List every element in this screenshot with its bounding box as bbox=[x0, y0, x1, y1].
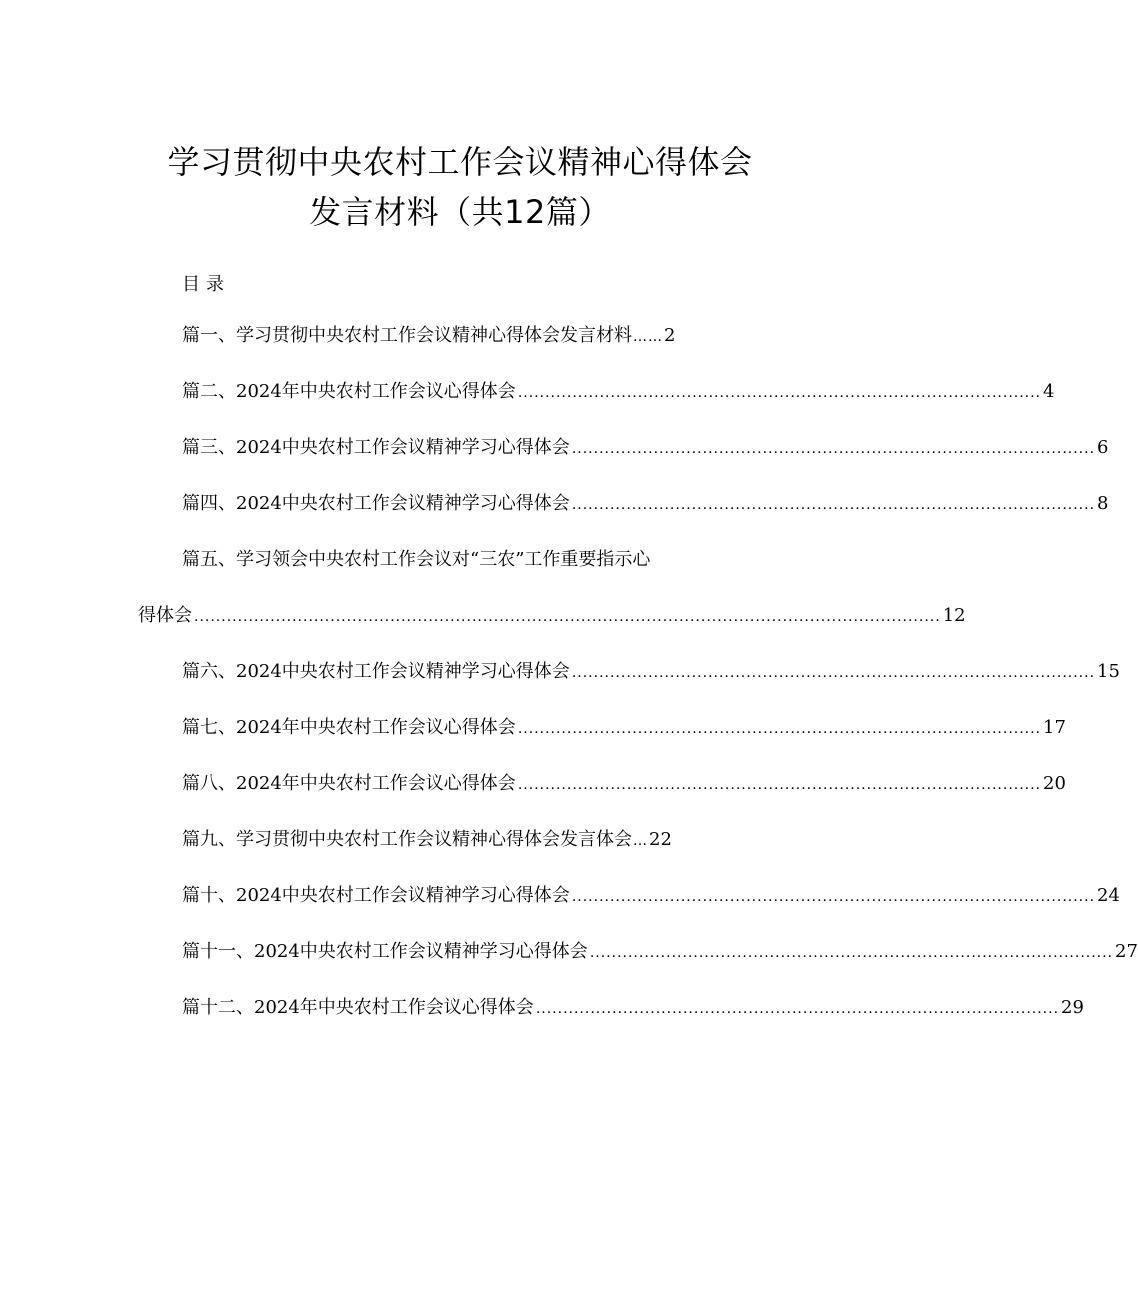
toc-leader: ................................................................................................ bbox=[571, 889, 1096, 905]
toc-page-number: 24 bbox=[1097, 885, 1120, 906]
toc-entry-6[interactable] bbox=[182, 660, 1120, 685]
toc-entry-label: 篇十一、2024中央农村工作会议精神学习心得体会 bbox=[182, 941, 588, 962]
toc-entry-10[interactable] bbox=[182, 884, 1120, 909]
toc-entry-label: 篇二、2024年中央农村工作会议心得体会 bbox=[182, 381, 516, 402]
toc-leader: ......................................................................................................................................... bbox=[194, 609, 941, 625]
toc-page-number: 15 bbox=[1097, 661, 1120, 682]
toc-page-number: 6 bbox=[1097, 437, 1109, 458]
toc-page-number: 8 bbox=[1097, 493, 1109, 514]
toc-entry-label: 篇三、2024中央农村工作会议精神学习心得体会 bbox=[182, 437, 570, 458]
toc-leader: ................................................................................................ bbox=[517, 777, 1042, 793]
toc-entry-label: 篇四、2024中央农村工作会议精神学习心得体会 bbox=[182, 493, 570, 514]
toc-page-number: 29 bbox=[1061, 997, 1084, 1018]
toc-entry-12[interactable] bbox=[182, 996, 1084, 1021]
toc-entry-3[interactable] bbox=[182, 436, 1109, 461]
toc-leader: ................................................................................................ bbox=[517, 721, 1042, 737]
toc-entry-label: 篇一、学习贯彻中央农村工作会议精神心得体会发言材料 bbox=[182, 325, 632, 346]
document-title-line2: 发言材料（共12篇） bbox=[309, 193, 611, 231]
toc-page-number: 27 bbox=[1115, 941, 1138, 962]
toc-entry-5-line2[interactable] bbox=[138, 604, 966, 629]
toc-page-number: 2 bbox=[664, 325, 676, 346]
toc-leader: ................................................................................................ bbox=[517, 385, 1042, 401]
toc-entry-label: 篇六、2024中央农村工作会议精神学习心得体会 bbox=[182, 661, 570, 682]
toc-page-number: 12 bbox=[942, 605, 966, 626]
toc-entry-label: 篇十二、2024年中央农村工作会议心得体会 bbox=[182, 997, 534, 1018]
toc-leader: ................................................................................................ bbox=[571, 497, 1096, 513]
toc-entry-5-line1[interactable]: 篇五、学习领会中央农村工作会议对“三农”工作重要指示心 bbox=[182, 549, 651, 570]
toc-heading: 目录 bbox=[182, 274, 230, 295]
toc-entry-4[interactable] bbox=[182, 492, 1109, 517]
toc-entry-1[interactable] bbox=[182, 324, 675, 349]
toc-leader: …… bbox=[633, 329, 663, 345]
toc-page-number: 22 bbox=[649, 829, 672, 850]
toc-entry-label: 篇八、2024年中央农村工作会议心得体会 bbox=[182, 773, 516, 794]
document-title-line1: 学习贯彻中央农村工作会议精神心得体会 bbox=[167, 143, 753, 181]
toc-leader: ................................................................................................ bbox=[589, 945, 1114, 961]
toc-entry-9[interactable] bbox=[182, 828, 672, 853]
toc-entry-11[interactable] bbox=[182, 940, 1138, 965]
toc-entry-label: 篇十、2024中央农村工作会议精神学习心得体会 bbox=[182, 885, 570, 906]
toc-leader: ................................................................................................ bbox=[535, 1001, 1060, 1017]
toc-entry-8[interactable] bbox=[182, 772, 1066, 797]
toc-entry-7[interactable] bbox=[182, 716, 1066, 741]
toc-leader: ................................................................................................ bbox=[571, 665, 1096, 681]
toc-page-number: 17 bbox=[1043, 717, 1066, 738]
toc-entry-label: 得体会 bbox=[138, 605, 192, 626]
toc-page-number: 4 bbox=[1043, 381, 1055, 402]
toc-page-number: 20 bbox=[1043, 773, 1066, 794]
toc-entry-2[interactable] bbox=[182, 380, 1055, 405]
toc-entry-label: 篇七、2024年中央农村工作会议心得体会 bbox=[182, 717, 516, 738]
toc-entry-label: 篇九、学习贯彻中央农村工作会议精神心得体会发言体会 bbox=[182, 829, 632, 850]
toc-leader: ................................................................................................ bbox=[571, 441, 1096, 457]
toc-leader: … bbox=[633, 833, 648, 849]
